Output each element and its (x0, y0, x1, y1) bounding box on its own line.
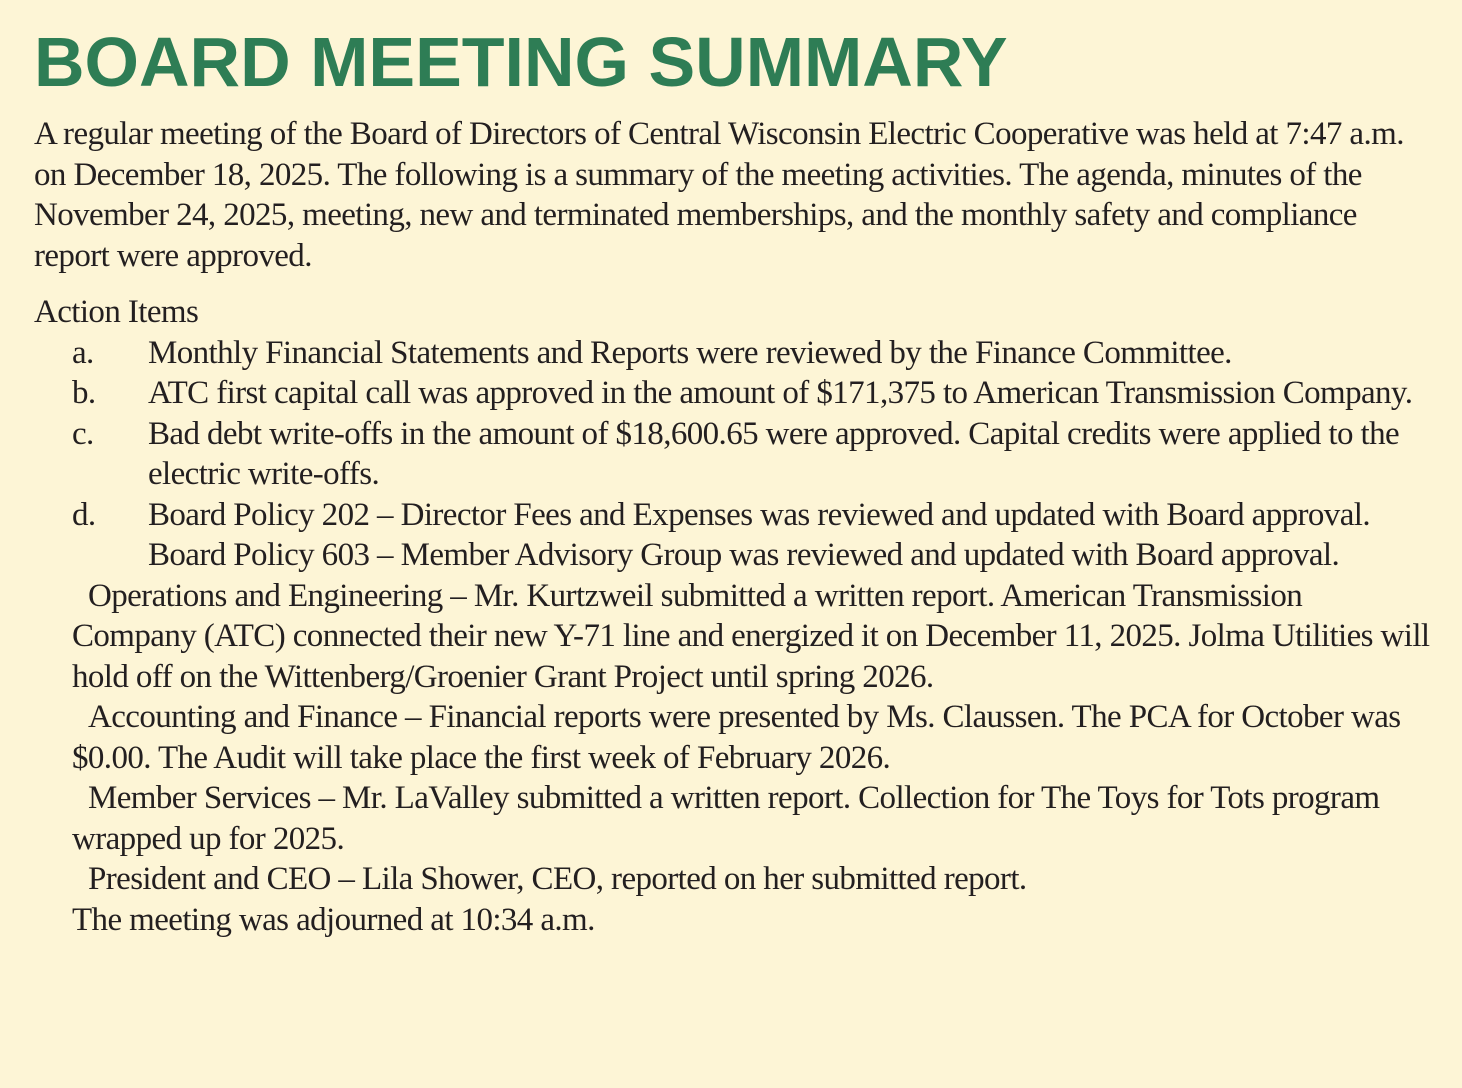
action-item-text: ATC first capital call was approved in the amount of $171,375 to American Transmission Company. (148, 375, 1413, 411)
action-item (34, 495, 1428, 576)
report-text: Member Services – Mr. LaValley submitted a written report. Collection for The Toys for Tots program wrapped up for 2025. (72, 780, 1380, 857)
report-member-services (72, 778, 1432, 859)
report-president (72, 859, 1432, 900)
action-item-letter: c. (72, 415, 94, 452)
action-item (34, 373, 1428, 414)
action-item-text: Board Policy 202 – Director Fees and Expenses was reviewed and updated with Board approval. Board Policy 603 – Member Advisory Group was reviewed and updated with Board approval. (148, 496, 1370, 573)
action-item-letter: b. (72, 375, 96, 411)
action-item-text: Bad debt write-offs in the amount of $18,600.65 were approved. Capital credits were applied to the electric write-offs. (148, 415, 1400, 492)
report-text: President and CEO – Lila Shower, CEO, reported on her submitted report. (88, 861, 1027, 897)
action-item (34, 333, 1428, 374)
closing-line: The meeting was adjourned at 10:34 a.m. (72, 901, 595, 938)
action-item-letter: d. (72, 496, 96, 533)
action-item-letter: a. (72, 334, 94, 371)
report-text: Operations and Engineering – Mr. Kurtzweil submitted a written report. American Transmission Company (ATC) connected their new Y-71 line and energized it on December 11, 2025. Jolma Utilities will hold off on the Wittenberg/Groenier Grant Project until spring 2026. (72, 577, 1430, 695)
action-items-list (34, 333, 1432, 576)
report-operations (72, 576, 1432, 698)
action-item (34, 414, 1428, 495)
report-accounting (72, 697, 1432, 778)
report-text: Accounting and Finance – Financial reports were presented by Ms. Claussen. The PCA for October was $0.00. The Audit will take place the first week of February 2026. (72, 699, 1401, 776)
action-items-heading: Action Items (34, 294, 199, 330)
intro-paragraph: A regular meeting of the Board of Directors of Central Wisconsin Electric Cooperative was held at 7:47 a.m. on December 18, 2025. The following is a summary of the meeting activities. The agenda, minutes of the November 24, 2025, meeting, new and terminated memberships, and the monthly safety and compliance report were approved. (34, 116, 1404, 274)
action-item-text: Monthly Financial Statements and Reports were reviewed by the Finance Committee. (148, 334, 1232, 371)
page-title: BOARD MEETING SUMMARY (34, 23, 1008, 101)
